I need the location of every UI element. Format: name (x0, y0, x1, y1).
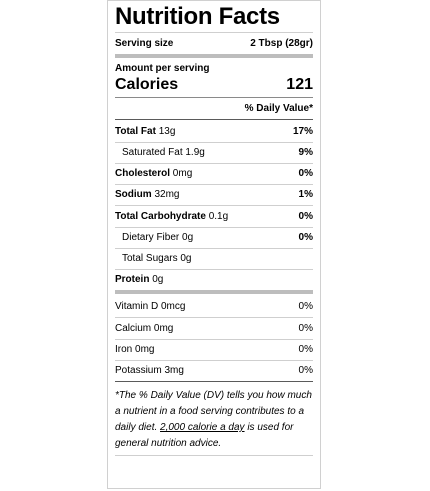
divider (115, 269, 313, 270)
calories-row (115, 76, 313, 98)
thick-divider (115, 54, 313, 58)
daily-value-footnote (115, 388, 313, 452)
vitamin-name: Calcium (115, 323, 152, 334)
nutrient-amount: 13g (158, 126, 176, 137)
nutrient-name: Sodium (115, 189, 152, 200)
footnote-text-end: is used for general nutrition advice. (115, 422, 294, 449)
thick-divider (115, 290, 313, 294)
vitamin-amount: 0mcg (160, 301, 186, 312)
vitamin-name: Potassium (115, 365, 162, 376)
divider (115, 455, 313, 456)
nutrient-name: Total Sugars (122, 253, 178, 264)
nutrition-facts-panel (107, 0, 321, 489)
footnote-calorie-reference: 2,000 calorie a day (160, 422, 245, 433)
vitamin-name: Vitamin D (115, 301, 159, 312)
nutrient-amount: 32mg (154, 189, 180, 200)
divider (115, 163, 313, 164)
divider (115, 184, 313, 185)
divider (115, 381, 313, 382)
calories-value: 121 (286, 76, 313, 93)
nutrient-name: Total Carbohydrate (115, 211, 206, 222)
nutrient-amount: 0g (180, 253, 192, 264)
nutrient-amount: 0g (152, 274, 164, 285)
divider (115, 32, 313, 33)
calories-label: Calories (115, 76, 179, 93)
vitamin-dv: 0% (298, 365, 313, 376)
amount-per-serving: Amount per serving (115, 63, 210, 74)
divider (115, 97, 313, 98)
nutrient-name: Total Fat (115, 126, 156, 137)
footnote-text: *The % Daily Value (DV) tells you how much a nutrient in a food serving contributes to a daily diet. (115, 390, 312, 433)
vitamin-name: Iron (115, 344, 133, 355)
nutrient-dv: 0% (298, 232, 313, 243)
nutrient-dv: 9% (298, 147, 313, 158)
vitamin-dv: 0% (298, 323, 313, 334)
vitamin-amount: 3mg (164, 365, 184, 376)
nutrient-name: Protein (115, 274, 150, 285)
nutrient-dv: 0% (298, 168, 313, 179)
vitamin-dv: 0% (298, 301, 313, 312)
divider (115, 360, 313, 361)
nutrient-dv: 17% (292, 126, 313, 137)
nutrient-amount: 0g (182, 232, 194, 243)
divider (115, 317, 313, 318)
vitamin-dv: 0% (298, 344, 313, 355)
divider (115, 205, 313, 206)
daily-value-header: % Daily Value* (244, 103, 313, 114)
divider (115, 339, 313, 340)
nutrient-dv: 0% (298, 211, 313, 222)
nutrient-amount: 0mg (172, 168, 193, 179)
divider (115, 142, 313, 143)
serving-size-value: 2 Tbsp (28gr) (250, 38, 313, 49)
nutrient-amount: 1.9g (185, 147, 205, 158)
nutrient-name: Cholesterol (115, 168, 171, 179)
nutrient-name: Saturated Fat (122, 147, 183, 158)
panel-title: Nutrition Facts (115, 3, 280, 30)
vitamin-amount: 0mg (135, 344, 155, 355)
divider (115, 119, 313, 120)
nutrient-dv: 1% (298, 189, 313, 200)
nutrient-name: Dietary Fiber (122, 232, 180, 243)
divider (115, 227, 313, 228)
divider (115, 248, 313, 249)
vitamin-amount: 0mg (153, 323, 174, 334)
serving-size-label: Serving size (115, 38, 174, 49)
nutrient-amount: 0.1g (208, 211, 229, 222)
